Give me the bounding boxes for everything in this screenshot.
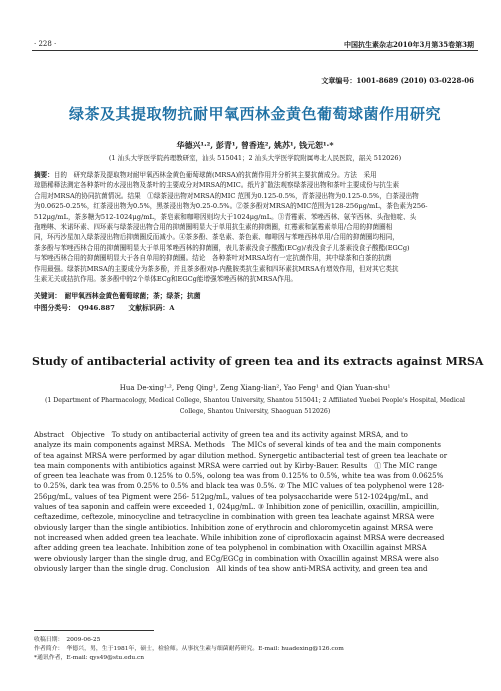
abstract-en-line: not increased when added green tea leachate. While inhibition zone of ciprofloxacin against MRSA were decreased [34, 533, 445, 542]
title-chinese: 绿茶及其提取物抗耐甲氧西林金黄色葡萄球菌作用研究 [68, 105, 441, 123]
keywords-chinese: 关键词： 耐甲氧西林金黄色葡萄球菌；茶；绿茶；抗菌 [34, 292, 201, 300]
article-number: 文章编号：1001-8689 (2010) 03-0228-06 [321, 76, 474, 85]
header-rule [32, 50, 478, 51]
abstract-cn-line: 与苯唑西林合用的抑菌圈明显大于各自单用的抑菌圈。结论 各种茶叶对MRSA均有一定抗菌作用，其中绿茶和白茶的抗菌 [34, 254, 392, 263]
abstract-en-line: ceftazedime, ceftezole, minocycline and tetracycline in combination with green tea leachate against MRSA were [34, 513, 435, 522]
footnote-rule [34, 630, 154, 631]
classification-chinese: 中图分类号： Q946.887 文献标识码：A [34, 304, 175, 312]
abstract-en-line: obviously larger than the single antibiotics. Inhibition zone of erythrocin and chloromycetin against MRSA were [34, 523, 433, 532]
footnotes [34, 636, 476, 663]
abstract-cn-line: 512μg/mL，茶多糖为512-1024μg/mL，茶皂素和咖啡因则均大于1024μg/mL。③青霉素、苯唑西林、氨苄西林、头孢他啶、头 [34, 212, 417, 221]
abstract-english [34, 430, 476, 574]
affiliation-english-line1: (1 Department of Pharmacology, Medical College, Shantou University, Shantou 515041; 2 Affiliated Yuebei People's Hospital, Medical [44, 397, 466, 404]
authors-english: Hua De-xing¹·², Peng Qing¹, Zeng Xiang-lian², Yao Feng¹ and Qian Yuan-shu¹ [119, 384, 391, 392]
abstract-en-line: obviously larger than the single drug. Conclusion All kinds of tea show anti-MRSA activity, and green tea and [34, 564, 428, 573]
author-bio: 作者简介： 华德兴，男，生于1981年，硕士，检验师。从事抗生素与细菌耐药研究。E-mail: huadexing@126.com [34, 646, 344, 652]
abstract-cn-line: 作用最强。绿茶抗MRSA的主要成分为茶多酚，并且茶多酚对β-内酰胺类抗生素和四环素抗MRSA有增效作用，但对其它类抗 [34, 264, 399, 273]
abstract-cn-label: 摘要： [34, 171, 54, 179]
abstract-cn-line: 为0.0625-0.25%，红茶浸出物为0.5%，黑茶浸出物为0.25-0.5%。②茶多酚对MRSA的MIC范围为128-256μg/mL，茶色素为256- [34, 202, 428, 211]
abstract-cn-line: 孢唑啉、米诺环素、四环素与绿茶浸出物合用的抑菌圈明显大于单用抗生素的抑菌圈，红霉素和氯霉素单用/合用的抑菌圈相 [34, 223, 393, 232]
abstract-en-line: after adding green tea leachate. Inhibition zone of tea polyphenol in combination with Oxacillin against MRSA [34, 544, 427, 553]
abstract-en-line: Abstract Objective To study on antibacterial activity of green tea and its activity against MRSA, and to [34, 431, 408, 439]
authors-chinese: 华德兴¹·², 彭青¹, 曾香连², 姚苏¹, 钱元恕¹·* [176, 140, 334, 150]
journal-header: 中国抗生素杂志2010年3月第35卷第3期 [344, 40, 474, 49]
affiliation-chinese: (1 汕头大学医学院药理教研室，汕头 515041；2 汕头大学医学院附属粤北人民医院，韶关 512026) [108, 154, 402, 162]
abstract-en-line: of tea against MRSA were performed by agar dilution method. Synergetic antibacterial test of green tea leachate or [34, 451, 448, 460]
abstract-en-line: were obviously larger than the single drug, and ECg/EGCg in combination with Oxacillin against MRSA were also [34, 554, 439, 563]
abstract-cn-line: 同，环丙沙星加入绿茶浸出物后抑菌圈反而减小。④茶多酚、茶皂素、茶色素、咖啡因与苯唑西林单用/合用的抑菌圈均相同， [34, 233, 399, 242]
abstract-cn-line: 摘要：目的 研究绿茶及提取物对耐甲氧西林金黄色葡萄球菌(MRSA)的抗菌作用并分析其主要抗菌成分。方法 采用 [34, 171, 377, 179]
abstract-cn-line: 茶多酚与苯唑西林合用的抑菌圈明显大于单用苯唑西林的抑菌圈，表儿茶素没食子酸酯(ECg)/表没食子儿茶素没食子酸酯(EGCg) [34, 243, 410, 252]
abstract-en-line: analyze its main components against MRSA. Methods The MICs of several kinds of tea and the main components [34, 441, 441, 450]
abstract-cn-line: 合用对MRSA的协同抗菌情况。结果 ①绿茶浸出物对MRSA的MIC 范围为0.125-0.5%，青茶浸出物为0.125-0.5%，白茶浸出物 [34, 191, 419, 200]
abstract-en-line: to 0.25%, dark tea was from 0.25% to 0.5% and black tea was 0.5%. ② The MIC values of tea polyphenol were 128- [34, 482, 445, 491]
corresponding-author: *通讯作者，E-mail: qys49@stu.edu.cn [34, 655, 145, 661]
page-number: · 228 · [34, 40, 57, 48]
abstract-cn-line: 生素无关或拮抗作用。茶多酚中的2个单体ECg和EGCg能增强苯唑西林的抗MRSA作用。 [34, 275, 298, 284]
title-english: Study of antibacterial activity of green tea and its extracts against MRSA [32, 355, 484, 368]
abstract-cn-line: 琼脂稀释法测定各种茶叶的水浸出物及茶叶的主要成分对MRSA的MIC。纸片扩散法观察绿茶浸出物和茶叶主要成份与抗生素 [34, 181, 400, 190]
affiliation-english-line2: College, Shantou University, Shaoguan 512026) [179, 408, 331, 415]
abstract-en-line: tea main components with antibiotics against MRSA were carried out by Kirby-Bauer. Results ① The MIC range [34, 461, 438, 470]
abstract-en-line: 256μg/mL, values of tea Pigment were 256- 512μg/mL, values of tea polysaccharide were 512-1024μg/mL, and [34, 492, 429, 501]
abstract-chinese [34, 170, 476, 284]
abstract-en-line: values of tea saponin and caffein were exceeded 1, 024μg/mL. ③ Inhibition zone of penicillin, oxacillin, ampicillin, [34, 503, 440, 512]
received-date: 收稿日期： 2009-06-25 [34, 637, 101, 643]
abstract-en-line: of green tea leachate was from 0.125% to 0.5%, oolong tea was from 0.125% to 0.5%, white tea was from 0.0625% [34, 472, 444, 481]
